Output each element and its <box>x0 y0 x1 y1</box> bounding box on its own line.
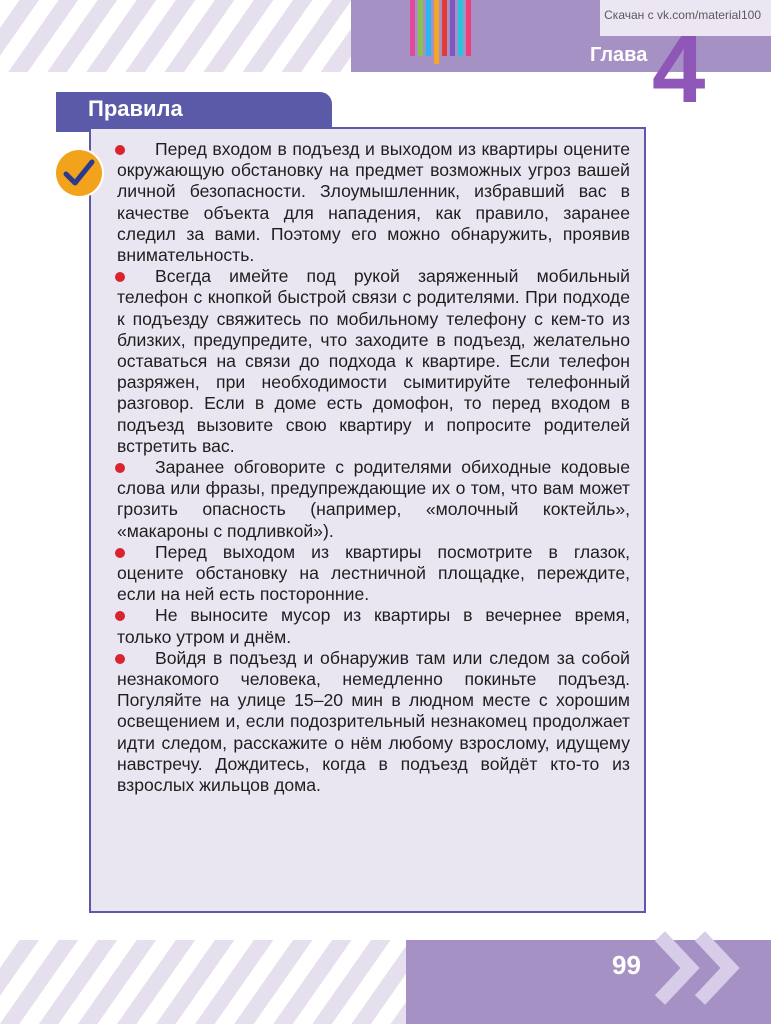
rule-item <box>117 457 630 542</box>
rule-item <box>117 139 630 266</box>
bullet-icon <box>115 548 125 558</box>
bullet-icon <box>115 654 125 664</box>
rule-text: Перед входом в подъезд и выходом из квартиры оцените окружающую обстановку на предмет возможных угроз вашей личной безопасности. Злоумышленник, избравший вас в качестве объекта для нападения, как правило, заранее следил за вами. Поэтому его можно обнаружить, проявив внимательность. <box>117 139 630 266</box>
checkmark-badge-icon <box>56 150 102 196</box>
checkmark-icon <box>63 158 95 188</box>
rules-box <box>89 127 646 913</box>
rules-title: Правила <box>88 96 183 121</box>
rule-item <box>117 648 630 796</box>
bullet-icon <box>115 463 125 473</box>
bullet-icon <box>115 272 125 282</box>
rule-text: Всегда имейте под рукой заряженный мобильный телефон с кнопкой быстрой связи с родителями. При подходе к подъезду свяжитесь по мобильному телефону с кем-то из близких, предупредите, что заходите в подъезд, желательно оставаться на связи до подхода к квартире. Если телефон разряжен, при необходимости сымитируйте телефонный разговор. Если в доме есть домофон, то перед входом в подъезд вызовите свою квартиру и попросите родителей встретить вас. <box>117 266 630 456</box>
colored-pencils-decoration <box>408 0 478 66</box>
rule-text: Заранее обговорите с родителями обиходные кодовые слова или фразы, предупреждающие их о том, что вам может грозить опасность (например, «молочный коктейль», «макароны с подливкой»). <box>117 457 630 541</box>
rule-text: Перед выходом из квартиры посмотрите в глазок, оцените обстановку на лестничной площадке, переждите, если на ней есть посторонние. <box>117 541 630 605</box>
source-note: Скачан с vk.com/material100 <box>604 8 761 22</box>
rule-text: Не выносите мусор из квартиры в вечернее время, только утром и днём. <box>117 605 630 647</box>
rule-text: Войдя в подъезд и обнаружив там или следом за собой незнакомого человека, немедленно покиньте подъезд. Погуляйте на улице 15–20 мин в людном месте с хорошим освещением и, если подозрительный незнакомец продолжает идти следом, расскажите о нём любому взрослому, идущему навстречу. Дождитесь, когда в подъезд войдёт кто-то из взрослых жильцов дома. <box>117 647 630 796</box>
page-number: 99 <box>612 950 641 980</box>
bullet-icon <box>115 145 125 155</box>
rule-item <box>117 605 630 647</box>
chapter-number: 4 <box>652 16 706 123</box>
chapter-label: Глава <box>590 44 648 66</box>
bullet-icon <box>115 611 125 621</box>
rule-item <box>117 542 630 606</box>
double-chevron-right-icon <box>655 928 755 1008</box>
rule-item <box>117 266 630 457</box>
